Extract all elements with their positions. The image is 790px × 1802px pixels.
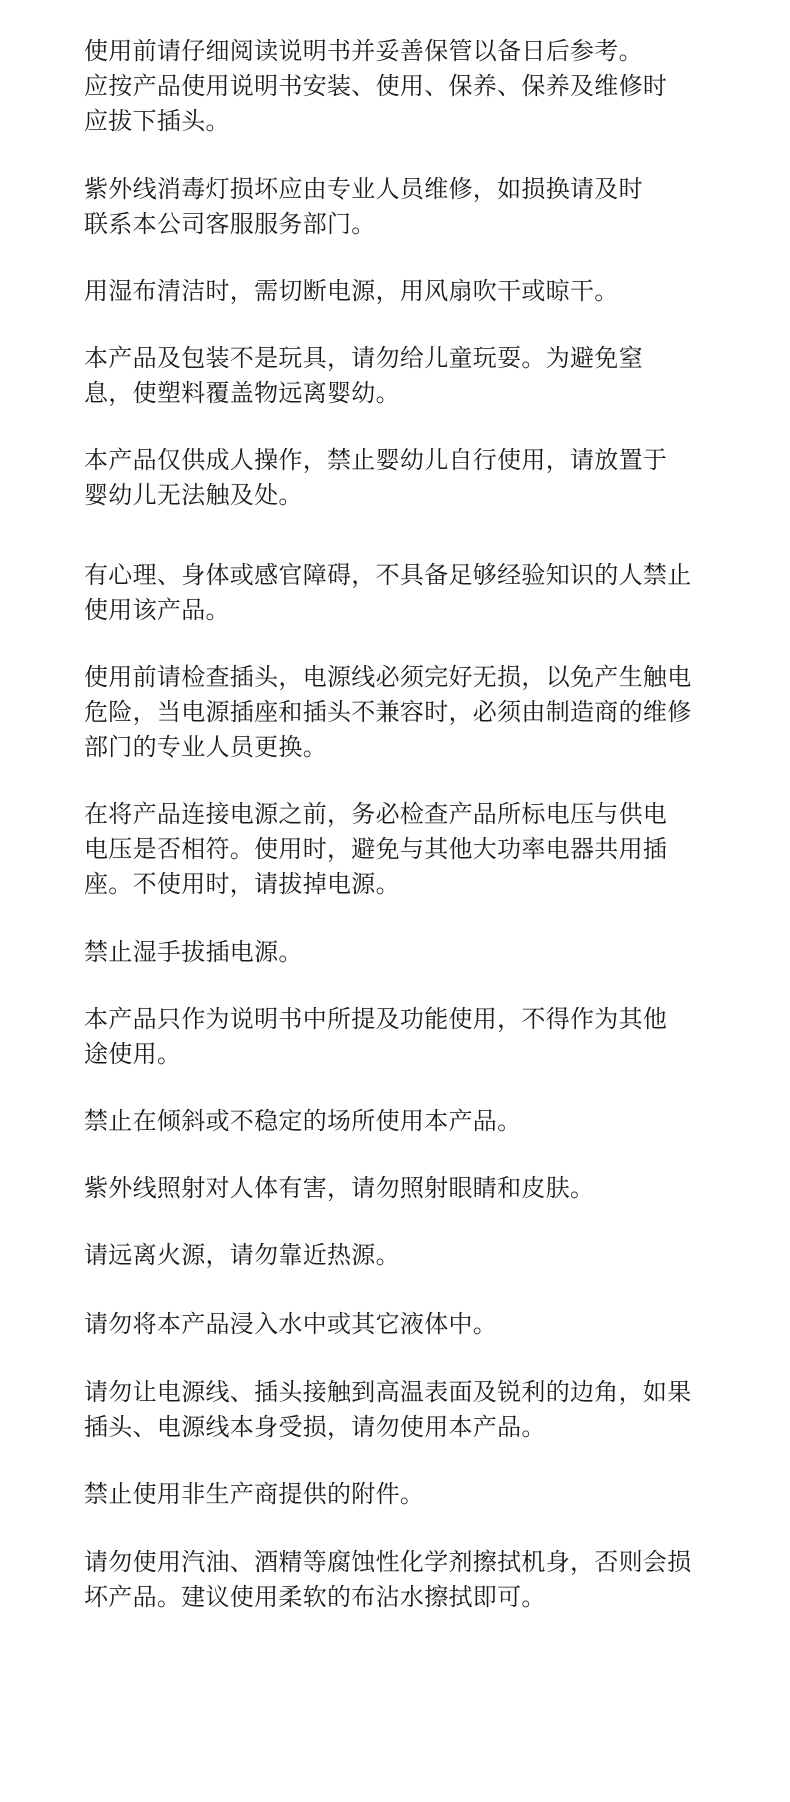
notice-paragraph: 请勿让电源线、插头接触到高温表面及锐利的边角，如果 插头、电源线本身受损，请勿使用本产品。 xyxy=(84,1378,692,1441)
safety-notice-list xyxy=(84,34,724,1615)
notice-paragraph: 紫外线照射对人体有害，请勿照射眼睛和皮肤。 xyxy=(84,1174,595,1202)
notice-paragraph: 紫外线消毒灯损坏应由专业人员维修，如损换请及时 联系本公司客服服务部门。 xyxy=(84,175,643,238)
notice-paragraph: 本产品只作为说明书中所提及功能使用，不得作为其他 途使用。 xyxy=(84,1005,668,1068)
notice-paragraph: 禁止在倾斜或不稳定的场所使用本产品。 xyxy=(84,1107,522,1135)
notice-paragraph: 请勿使用汽油、酒精等腐蚀性化学剂擦拭机身，否则会损 坏产品。建议使用柔软的布沾水擦拭即可。 xyxy=(84,1548,692,1611)
notice-paragraph: 本产品及包装不是玩具，请勿给儿童玩耍。为避免窒 息，使塑料覆盖物远离婴幼。 xyxy=(84,344,643,407)
notice-paragraph: 使用前请检查插头，电源线必须完好无损，以免产生触电 危险，当电源插座和插头不兼容时，必须由制造商的维修 部门的专业人员更换。 xyxy=(84,663,692,761)
notice-paragraph: 本产品仅供成人操作，禁止婴幼儿自行使用，请放置于 婴幼儿无法触及处。 xyxy=(84,446,668,509)
notice-paragraph: 有心理、身体或感官障碍，不具备足够经验知识的人禁止 使用该产品。 xyxy=(84,561,692,624)
notice-paragraph: 禁止湿手拔插电源。 xyxy=(84,938,303,966)
notice-paragraph: 请勿将本产品浸入水中或其它液体中。 xyxy=(84,1310,498,1338)
notice-paragraph: 禁止使用非生产商提供的附件。 xyxy=(84,1480,425,1508)
notice-paragraph: 用湿布清洁时，需切断电源，用风扇吹干或晾干。 xyxy=(84,277,619,305)
notice-paragraph: 请远离火源，请勿靠近热源。 xyxy=(84,1241,400,1269)
notice-paragraph: 在将产品连接电源之前，务必检查产品所标电压与供电 电压是否相符。使用时，避免与其他大功率电器共用插 座。不使用时，请拔掉电源。 xyxy=(84,800,668,898)
notice-paragraph: 使用前请仔细阅读说明书并妥善保管以备日后参考。 应按产品使用说明书安装、使用、保养、保养及维修时 应拔下插头。 xyxy=(84,37,668,135)
